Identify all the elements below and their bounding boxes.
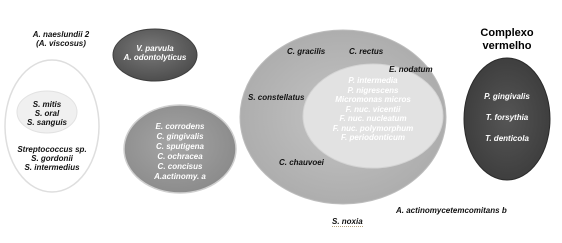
- purple-complex-labels: [113, 44, 197, 62]
- orange-e-nodatum: E. nodatum: [389, 65, 433, 74]
- yellow-inner-item-2: S. oral: [34, 109, 60, 118]
- orange-inner-labels: [320, 76, 426, 143]
- s-noxia-label: S. noxia: [332, 217, 363, 226]
- green-item-5: C. concisus: [157, 162, 203, 171]
- orange-inner-item-6: F. nuc. polymorphum: [332, 123, 414, 133]
- green-item-2: C. gingivalis: [156, 132, 204, 141]
- yellow-outer-item-1: Streptococcus sp.: [17, 145, 87, 154]
- red-item-p-gingivalis: P. gingivalis: [484, 92, 530, 101]
- green-item-4: C. ochracea: [157, 152, 203, 161]
- orange-c-rectus: C. rectus: [349, 47, 384, 56]
- purple-item-2: A. odontolyticus: [123, 53, 187, 62]
- green-item-6: A.actinomy. a: [154, 172, 206, 181]
- orange-s-constellatus: S. constellatus: [248, 93, 305, 102]
- green-item-1: E. corrodens: [155, 122, 205, 131]
- yellow-outer-item-2: S. gordonii: [31, 154, 73, 163]
- yellow-outer-labels: [8, 145, 96, 172]
- red-title-line2: vermelho: [482, 40, 532, 52]
- orange-inner-item-1: P. intermedia: [348, 76, 398, 85]
- orange-inner-item-4: F. nuc. vicentii: [345, 104, 401, 114]
- yellow-inner-item-1: S. mitis: [32, 100, 62, 109]
- yellow-outer-item-3: S. intermedius: [24, 163, 80, 172]
- a-naeslundii-line1: A. naeslundii 2: [32, 30, 90, 39]
- yellow-inner-item-3: S. sanguis: [26, 118, 67, 127]
- orange-c-gracilis: C. gracilis: [287, 47, 326, 56]
- red-item-t-forsythia: T. forsythia: [485, 113, 529, 122]
- orange-c-chauvoei: C. chauvoei: [279, 158, 324, 167]
- a-naeslundii-label: [20, 30, 102, 48]
- orange-inner-item-3: Micromonas micros: [335, 95, 411, 104]
- green-complex-labels: [138, 122, 222, 182]
- orange-inner-item-2: P. nigrescens: [347, 85, 399, 95]
- yellow-inner-labels: [20, 100, 74, 127]
- purple-item-1: V. parvula: [136, 44, 174, 53]
- orange-inner-item-7: F. periodonticum: [341, 133, 405, 142]
- orange-inner-item-5: F. nuc. nucleatum: [339, 114, 407, 123]
- red-title-line1: Complexo: [480, 27, 534, 39]
- a-actinomycetemcomitans-b-label: A. actinomycetemcomitans b: [396, 206, 507, 215]
- red-complex-title: [468, 27, 546, 53]
- red-item-t-denticola: T. denticola: [485, 134, 529, 143]
- a-naeslundii-line2: (A. viscosus): [36, 39, 86, 48]
- green-item-3: C. sputigena: [155, 142, 204, 151]
